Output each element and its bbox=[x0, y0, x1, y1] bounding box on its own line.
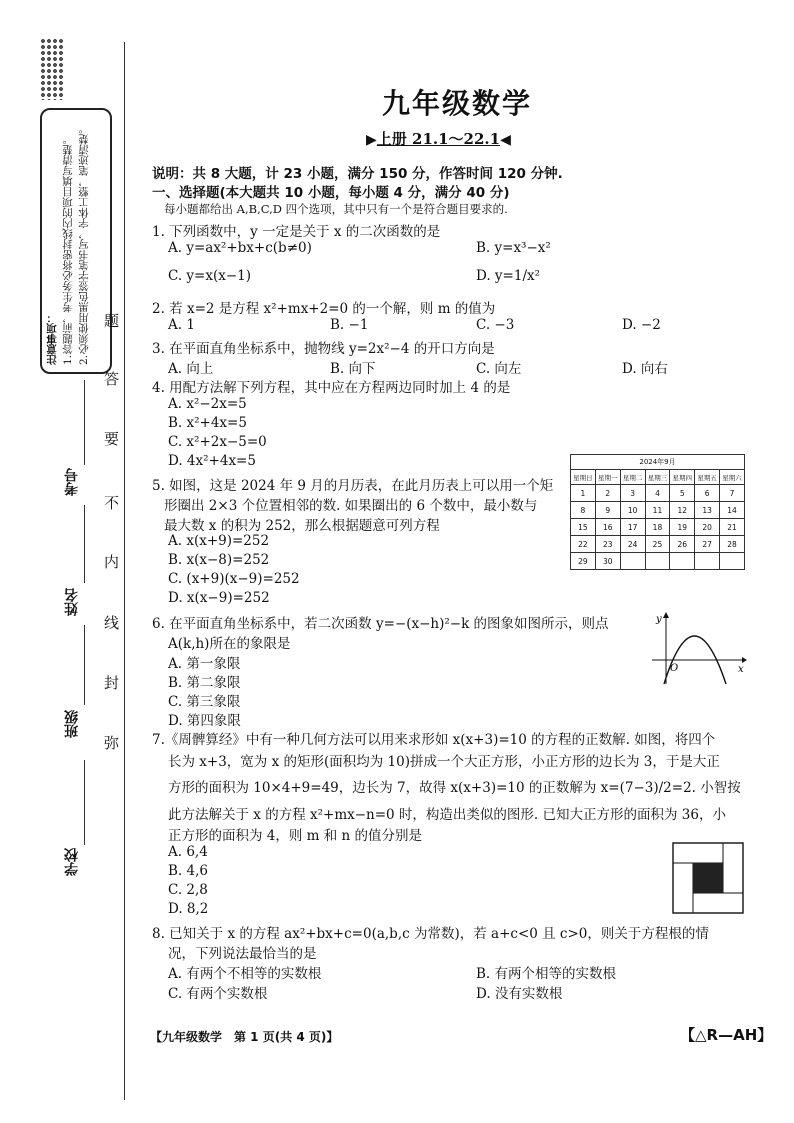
calendar-cell: 17 bbox=[620, 519, 645, 536]
q4-option-a: A. x²−2x=5 bbox=[168, 396, 247, 412]
section1-heading: 一、选择题(本大题共 10 小题，每小题 4 分，满分 40 分) bbox=[152, 185, 510, 201]
calendar-cell: 13 bbox=[695, 502, 720, 519]
q4-option-d: D. 4x²+4x=5 bbox=[168, 453, 256, 469]
q6-line2: A(k,h)所在的象限是 bbox=[168, 636, 291, 652]
weekday-header: 星期一 bbox=[595, 470, 620, 485]
y-axis-label: y bbox=[656, 614, 662, 625]
seal-char-4: 不 bbox=[104, 494, 120, 512]
weekday-header: 星期日 bbox=[571, 470, 596, 485]
seal-char-8: 弥 bbox=[104, 734, 120, 752]
q7-option-c: C. 2,8 bbox=[168, 882, 208, 898]
calendar-cell: 9 bbox=[595, 502, 620, 519]
calendar-cell bbox=[720, 553, 745, 570]
calendar-row bbox=[571, 536, 745, 553]
q5-line2: 形圈出 2×3 个位置相邻的数. 如果圈出的 6 个数中，最小数与 bbox=[164, 498, 538, 514]
calendar-cell: 1 bbox=[571, 485, 596, 502]
calendar-cell: 28 bbox=[720, 536, 745, 553]
calendar-row bbox=[571, 519, 745, 536]
calendar-cell: 14 bbox=[720, 502, 745, 519]
q5-option-b: B. x(x−8)=252 bbox=[168, 552, 270, 568]
q7-line3: 方形的面积为 10×4+9=49，边长为 7，故得 x(x+3)=10 的正数解为 x=(7−3)/2=2. 小智按 bbox=[168, 780, 741, 796]
calendar-cell bbox=[695, 553, 720, 570]
left-triangle-icon: ◀ bbox=[500, 132, 511, 148]
q7-line4: 此方法解关于 x 的方程 x²+mx−n=0 时，构造出类似的图形. 已知大正方形的面积为 36，小 bbox=[168, 807, 726, 823]
calendar-title: 2024年9月 bbox=[571, 455, 745, 470]
q1-option-d: D. y=1/x² bbox=[476, 268, 541, 284]
q5-option-a: A. x(x+9)=252 bbox=[168, 533, 270, 549]
q6-option-b: B. 第二象限 bbox=[168, 675, 241, 691]
calendar-cell bbox=[620, 553, 645, 570]
q8-line2: 况，下列说法最恰当的是 bbox=[168, 946, 317, 962]
calendar-cell: 26 bbox=[670, 536, 695, 553]
q6-line1: 6. 在平面直角坐标系中，若二次函数 y=−(x−h)²−k 的图象如图所示，则点 bbox=[152, 616, 609, 632]
q1-option-c: C. y=x(x−1) bbox=[168, 268, 252, 284]
q8-option-c: C. 有两个实数根 bbox=[168, 986, 268, 1002]
right-triangle-icon: ▶ bbox=[366, 132, 377, 148]
seal-char-7: 封 bbox=[104, 674, 120, 692]
seal-char-1: 题 bbox=[104, 312, 120, 330]
q8-option-d: D. 没有实数根 bbox=[476, 986, 563, 1002]
q4-option-c: C. x²+2x−5=0 bbox=[168, 434, 267, 450]
calendar-cell: 27 bbox=[695, 536, 720, 553]
calendar-cell: 24 bbox=[620, 536, 645, 553]
notice-item-2: 2.必须使用黑色签字笔书写，字体工整，笔迹清楚。 bbox=[78, 123, 90, 365]
q7-option-a: A. 6,4 bbox=[168, 844, 208, 860]
calendar-cell: 22 bbox=[571, 536, 596, 553]
decorative-pattern bbox=[40, 38, 64, 100]
q3-stem: 3. 在平面直角坐标系中，抛物线 y=2x²−4 的开口方向是 bbox=[152, 341, 495, 357]
calendar-cell: 25 bbox=[645, 536, 670, 553]
parabola-graph bbox=[648, 610, 748, 688]
calendar-cell: 19 bbox=[670, 519, 695, 536]
calendar-header-row bbox=[571, 470, 745, 485]
binding-margin bbox=[0, 0, 124, 1123]
class-label: 班级 bbox=[64, 710, 80, 738]
calendar-cell: 21 bbox=[720, 519, 745, 536]
q1-option-b: B. y=x³−x² bbox=[476, 240, 551, 256]
section1-note: 每小题都给出 A,B,C,D 四个选项，其中只有一个是符合题目要求的. bbox=[164, 202, 508, 216]
seal-char-2: 答 bbox=[104, 370, 120, 388]
page-footer: 【九年级数学 第 1 页(共 4 页)】 bbox=[150, 1030, 339, 1044]
inner-square bbox=[693, 863, 723, 893]
chapter-range bbox=[366, 128, 511, 149]
calendar-row bbox=[571, 485, 745, 502]
name-line bbox=[84, 505, 85, 583]
calendar-cell: 6 bbox=[695, 485, 720, 502]
calendar-cell: 29 bbox=[571, 553, 596, 570]
q2-stem: 2. 若 x=2 是方程 x²+mx+2=0 的一个解，则 m 的值为 bbox=[152, 301, 496, 317]
seal-char-6: 线 bbox=[104, 614, 120, 632]
q3-option-a: A. 向上 bbox=[168, 361, 214, 377]
school-label: 学校 bbox=[64, 848, 80, 876]
q8-option-a: A. 有两个不相等的实数根 bbox=[168, 966, 322, 982]
exam-no-line bbox=[84, 380, 85, 465]
q4-option-b: B. x²+4x=5 bbox=[168, 415, 247, 431]
q8-option-b: B. 有两个相等的实数根 bbox=[476, 966, 617, 982]
q5-option-d: D. x(x−9)=252 bbox=[168, 590, 270, 606]
q3-option-d: D. 向右 bbox=[622, 361, 668, 377]
notice-item-1: 1.答题前，考生务必将密封线内的项目填写清楚。 bbox=[62, 134, 74, 365]
exam-no-label: 考号 bbox=[64, 468, 80, 496]
weekday-header: 星期三 bbox=[645, 470, 670, 485]
q7-line2: 长为 x+3，宽为 x 的矩形(面积均为 10)拼成一个大正方形，小正方形的边长为 3，于是大正 bbox=[168, 754, 720, 770]
calendar-cell: 2 bbox=[595, 485, 620, 502]
q2-option-c: C. −3 bbox=[476, 317, 515, 333]
chapter-range-text: 上册 21.1～22.1 bbox=[376, 130, 501, 148]
notice-text bbox=[44, 115, 104, 365]
y-axis-arrow-icon bbox=[663, 612, 669, 618]
weekday-header: 星期六 bbox=[720, 470, 745, 485]
exam-instructions: 说明：共 8 大题，计 23 小题，满分 150 分，作答时间 120 分钟. bbox=[152, 166, 563, 182]
q1-option-a: A. y=ax²+bx+c(b≠0) bbox=[168, 240, 312, 256]
origin-label: O bbox=[670, 663, 679, 674]
calendar-cell: 3 bbox=[620, 485, 645, 502]
q1-stem: 1. 下列函数中，y 一定是关于 x 的二次函数的是 bbox=[152, 224, 441, 240]
q3-option-b: B. 向下 bbox=[330, 361, 376, 377]
calendar-row bbox=[571, 553, 745, 570]
seal-char-5: 内 bbox=[104, 553, 120, 571]
calendar-cell: 11 bbox=[645, 502, 670, 519]
class-line bbox=[84, 625, 85, 705]
calendar-cell: 5 bbox=[670, 485, 695, 502]
calendar-cell: 18 bbox=[645, 519, 670, 536]
q5-line1: 5. 如图，这是 2024 年 9 月的月历表，在此月历表上可以用一个矩 bbox=[152, 478, 554, 494]
q8-line1: 8. 已知关于 x 的方程 ax²+bx+c=0(a,b,c 为常数)，若 a+c<0 且 c>0，则关于方程根的情 bbox=[152, 926, 709, 942]
calendar-cell: 8 bbox=[571, 502, 596, 519]
seal-line bbox=[124, 42, 125, 1100]
calendar-cell: 10 bbox=[620, 502, 645, 519]
name-label: 姓名 bbox=[64, 588, 80, 616]
q6-option-c: C. 第三象限 bbox=[168, 694, 241, 710]
square-diagram bbox=[672, 842, 744, 914]
calendar-row bbox=[571, 502, 745, 519]
q6-option-a: A. 第一象限 bbox=[168, 656, 241, 672]
calendar-cell: 30 bbox=[595, 553, 620, 570]
q6-option-d: D. 第四象限 bbox=[168, 713, 241, 729]
x-axis-label: x bbox=[738, 664, 744, 675]
weekday-header: 星期四 bbox=[670, 470, 695, 485]
q4-stem: 4. 用配方法解下列方程，其中应在方程两边同时加上 4 的是 bbox=[152, 380, 511, 396]
q7-line5: 正方形的面积为 4，则 m 和 n 的值分别是 bbox=[168, 828, 423, 844]
q2-option-b: B. −1 bbox=[330, 317, 369, 333]
paper-code: 【△R—AH】 bbox=[680, 1026, 773, 1044]
school-line bbox=[84, 760, 85, 845]
q3-option-c: C. 向左 bbox=[476, 361, 522, 377]
q2-option-d: D. −2 bbox=[622, 317, 661, 333]
q7-option-d: D. 8,2 bbox=[168, 901, 209, 917]
calendar-cell: 15 bbox=[571, 519, 596, 536]
notice-heading: 注意事项： bbox=[46, 312, 58, 365]
q7-option-b: B. 4,6 bbox=[168, 863, 208, 879]
calendar-cell: 16 bbox=[595, 519, 620, 536]
weekday-header: 星期二 bbox=[620, 470, 645, 485]
x-axis-arrow-icon bbox=[742, 657, 747, 663]
page-title: 九年级数学 bbox=[382, 87, 533, 120]
calendar-table bbox=[570, 454, 745, 570]
calendar-cell: 4 bbox=[645, 485, 670, 502]
q7-line1: 7.《周髀算经》中有一种几何方法可以用来求形如 x(x+3)=10 的方程的正数解. 如图，将四个 bbox=[152, 732, 716, 748]
q5-option-c: C. (x+9)(x−9)=252 bbox=[168, 571, 300, 587]
calendar-cell: 7 bbox=[720, 485, 745, 502]
calendar-cell: 20 bbox=[695, 519, 720, 536]
q2-option-a: A. 1 bbox=[168, 317, 195, 333]
weekday-header: 星期五 bbox=[695, 470, 720, 485]
calendar-cell bbox=[645, 553, 670, 570]
calendar-cell: 12 bbox=[670, 502, 695, 519]
q5-line3: 最大数 x 的积为 252，那么根据题意可列方程 bbox=[164, 518, 440, 534]
calendar-cell bbox=[670, 553, 695, 570]
seal-char-3: 要 bbox=[104, 430, 120, 448]
calendar-cell: 23 bbox=[595, 536, 620, 553]
